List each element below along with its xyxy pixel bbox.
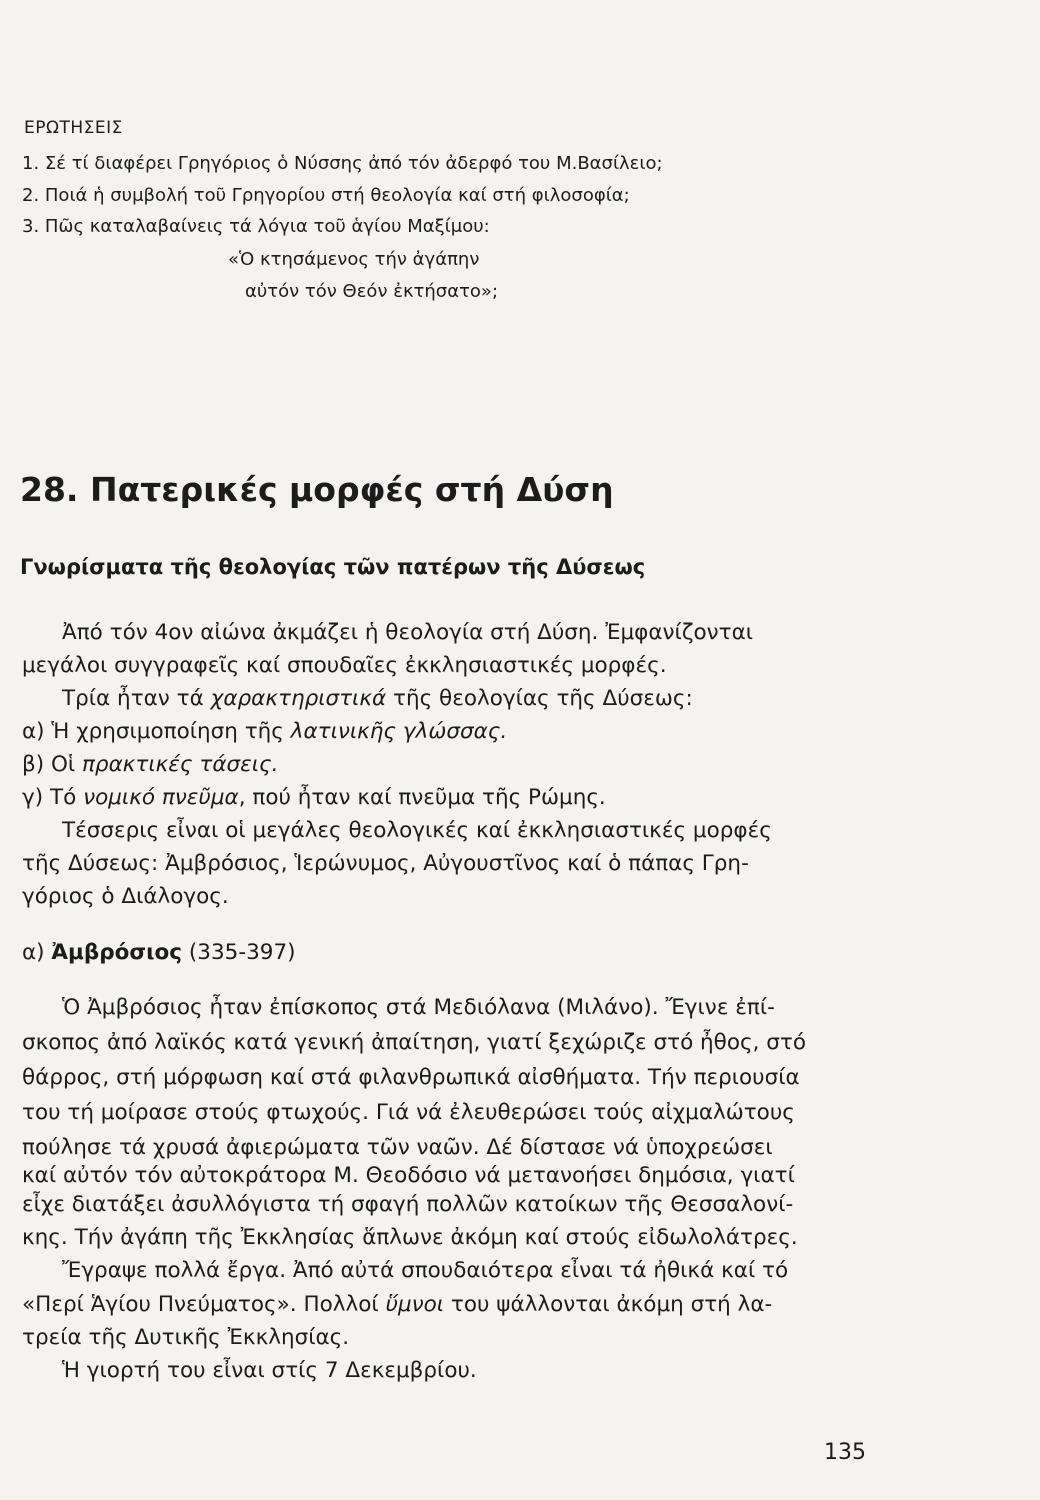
paragraph-line: Ὁ Ἀμβρόσιος ἦταν ἐπίσκοπος στά Μεδιόλανα (Μιλάνο). Ἔγινε ἐπί-: [62, 995, 775, 1020]
paragraph-line: τῆς Δύσεως: Ἀμβρόσιος, Ἱερώνυμος, Αὐγουστῖνος καί ὁ πάπας Γρη-: [22, 851, 749, 876]
paragraph-line: καί αὐτόν τόν αὐτοκράτορα Μ. Θεοδόσιο νά μετανοήσει δημόσια, γιατί: [22, 1163, 795, 1188]
paragraph-line: Τρία ἦταν τά χαρακτηριστικά τῆς θεολογίας τῆς Δύσεως:: [62, 686, 693, 711]
paragraph-line: θάρρος, στή μόρφωση καί στά φιλανθρωπικά αἰσθήματα. Τήν περιουσία: [22, 1065, 800, 1090]
paragraph-line: Ἀπό τόν 4ον αἰώνα ἀκμάζει ἡ θεολογία στή Δύση. Ἐμφανίζονται: [62, 620, 754, 645]
question-1: 1. Σέ τί διαφέρει Γρηγόριος ὁ Νύσσης ἀπό τόν ἀδερφό του Μ.Βασίλειο;: [22, 153, 663, 174]
paragraph-line: σκοπος ἀπό λαϊκός κατά γενική ἀπαίτηση, γιατί ξεχώριζε στό ἦθος, στό: [22, 1030, 807, 1055]
paragraph-line: γόριος ὁ Διάλογος.: [22, 884, 229, 909]
quote-line-2: αὐτόν τόν Θεόν ἐκτήσατο»;: [245, 281, 499, 302]
paragraph-line: τρεία τῆς Δυτικῆς Ἐκκλησίας.: [22, 1325, 350, 1350]
section-heading: Γνωρίσματα τῆς θεολογίας τῶν πατέρων τῆς Δύσεως: [20, 555, 646, 579]
list-item-c: γ) Τό νομικό πνεῦμα, πού ἦταν καί πνεῦμα τῆς Ρώμης.: [22, 785, 606, 810]
list-item-b: β) Οἱ πρακτικές τάσεις.: [22, 752, 279, 777]
page-number: 135: [824, 1440, 866, 1465]
paragraph-line: εἶχε διατάξει ἀσυλλόγιστα τή σφαγή πολλῶν κατοίκων τῆς Θεσσαλονί-: [22, 1192, 794, 1217]
paragraph-line: πούλησε τά χρυσά ἀφιερώματα τῶν ναῶν. Δέ δίστασε νά ὑποχρεώσει: [22, 1135, 773, 1160]
ambrose-heading: α) Ἀμβρόσιος (335-397): [22, 940, 296, 965]
paragraph-line: Ἔγραψε πολλά ἔργα. Ἀπό αὐτά σπουδαιότερα εἶναι τά ἠθικά καί τό: [62, 1258, 789, 1283]
list-item-a: α) Ἡ χρησιμοποίηση τῆς λατινικῆς γλώσσας.: [22, 719, 508, 744]
question-3: 3. Πῶς καταλαβαίνεις τά λόγια τοῦ ἁγίου Μαξίμου:: [22, 216, 490, 237]
paragraph-line: «Περί Ἁγίου Πνεύματος». Πολλοί ὕμνοι του ψάλλονται ἀκόμη στή λα-: [22, 1292, 773, 1317]
chapter-title: 28. Πατερικές μορφές στή Δύση: [20, 470, 614, 509]
paragraph-line: του τή μοίρασε στούς φτωχούς. Γιά νά ἐλευθερώσει τούς αἰχμαλώτους: [22, 1100, 795, 1125]
questions-heading: ΕΡΩΤΗΣΕΙΣ: [24, 118, 123, 138]
question-2: 2. Ποιά ἡ συμβολή τοῦ Γρηγορίου στή θεολογία καί στή φιλοσοφία;: [22, 185, 630, 206]
paragraph-line: κης. Τήν ἀγάπη τῆς Ἐκκλησίας ἅπλωνε ἀκόμη καί στούς εἰδωλολάτρες.: [22, 1225, 798, 1250]
paragraph-line: Ἡ γιορτή του εἶναι στίς 7 Δεκεμβρίου.: [62, 1358, 477, 1383]
paragraph-line: μεγάλοι συγγραφεῖς καί σπουδαῖες ἐκκλησιαστικές μορφές.: [22, 653, 667, 678]
paragraph-line: Τέσσερις εἶναι οἱ μεγάλες θεολογικές καί ἐκκλησιαστικές μορφές: [62, 818, 772, 843]
quote-line-1: «Ὁ κτησάμενος τήν ἀγάπην: [228, 249, 480, 270]
